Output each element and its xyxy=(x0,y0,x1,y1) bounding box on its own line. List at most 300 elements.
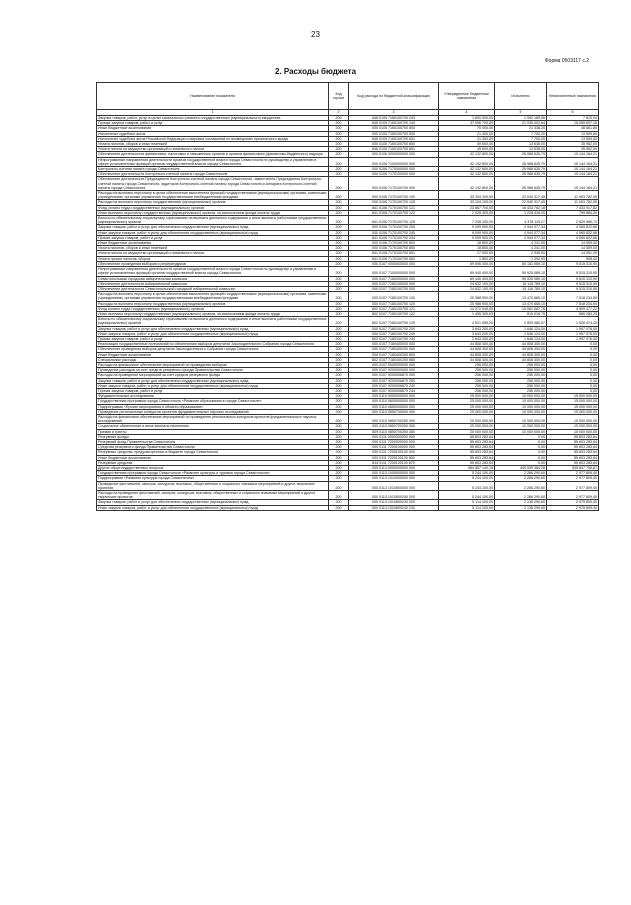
row-executed: 26 988 635,79 xyxy=(495,152,547,157)
row-approved: 9 009 900,00 xyxy=(439,225,495,230)
row-approved: 25 000 000,00 xyxy=(439,399,495,404)
row-unexecuted: 680 283,25 xyxy=(547,311,599,316)
row-approved: 23 867 700,00 xyxy=(439,205,495,210)
row-executed: 15 116 789,10 xyxy=(495,286,547,291)
row-code: 200 xyxy=(329,440,349,445)
row-executed: 7 700,20 xyxy=(495,136,547,141)
row-name: Расходы на финансовое обеспечение мероприятий по проведению региональных конкурсов проектов фундаментальных научных исследований xyxy=(97,414,329,423)
row-name: Расходы на проведение мероприятий за счет средств резервного фонда xyxy=(97,373,329,378)
row-unexecuted: 15 000 000,00 xyxy=(547,394,599,399)
row-kbk: 802 0107 7180100700 122 xyxy=(349,311,439,316)
row-code: 200 xyxy=(329,230,349,235)
row-unexecuted: 35 962,00 xyxy=(547,147,599,152)
row-executed: 4 241,00 xyxy=(495,246,547,251)
row-unexecuted: 2 977 809,40 xyxy=(547,491,599,500)
row-code: 200 xyxy=(329,394,349,399)
row-executed: 2 266 290,60 xyxy=(495,491,547,500)
row-executed: 1 592 189,96 xyxy=(495,116,547,121)
row-unexecuted: 0,00 xyxy=(547,362,599,367)
row-kbk: 000 0106 7170100000 000 xyxy=(349,172,439,177)
row-name: Проведение региональных конкурсов проектов фундаментальных научных исследований xyxy=(97,409,329,414)
row-unexecuted: 2 977 809,40 xyxy=(547,471,599,476)
row-kbk: 000 0113 1010000000 000 xyxy=(349,476,439,481)
row-approved: 42 132 800,00 xyxy=(439,157,495,166)
row-approved: 44 808 300,00 xyxy=(439,357,495,362)
row-name: Взносы по обязательному социальному страхованию на выплаты денежного содержания и иные выплаты работникам государственных (муниципальных) органов xyxy=(97,216,329,225)
row-unexecuted: 55 603 283,64 xyxy=(547,460,599,465)
row-executed: 815 016,75 xyxy=(495,311,547,316)
row-executed: 13 470 665,10 xyxy=(495,301,547,306)
row-approved: 49 600,00 xyxy=(439,147,495,152)
row-executed: 0,00 xyxy=(495,450,547,455)
row-approved: 1 800,00 xyxy=(439,256,495,261)
row-code: 200 xyxy=(329,378,349,383)
row-code: 200 xyxy=(329,126,349,131)
row-executed: 256 000,00 xyxy=(495,383,547,388)
row-approved: 18 800,00 xyxy=(439,246,495,251)
row-unexecuted: 15 144 164,21 xyxy=(547,157,599,166)
row-approved: 42 132 800,00 xyxy=(439,167,495,172)
row-approved: 25 000 000,00 xyxy=(439,409,495,414)
row-kbk: 000 0107 7180000000 000 xyxy=(349,276,439,281)
row-executed: 21 035 002,84 xyxy=(495,121,547,126)
row-approved: 42 132 800,00 xyxy=(439,177,495,191)
row-code: 200 xyxy=(329,362,349,367)
row-kbk: 846 0105 71К0100700 851 xyxy=(349,147,439,152)
row-code: 200 xyxy=(329,409,349,414)
row-name: Прочая закупка товаров, работ и услуг xyxy=(97,336,329,341)
row-name: Реализация государственных полномочий по обеспечению выборов депутатов Законодательного Собрания города Севастополя xyxy=(97,342,329,347)
row-name: Расходы на проведение фестивалей, смотров, конкурсов, выставок, общественных и социально значимых мероприятий и других творческих проектов xyxy=(97,491,329,500)
row-unexecuted: 1 997 076,00 xyxy=(547,331,599,336)
row-name: Обеспечение деятельности Контрольно-счетной палаты города Севастополя xyxy=(97,172,329,177)
header-code: Код строки xyxy=(329,83,349,110)
header-kbk: Код расхода по бюджетной классификации xyxy=(349,83,439,110)
row-code: 200 xyxy=(329,152,349,157)
row-approved: 25 000 000,00 xyxy=(439,394,495,399)
row-executed: 2 138 290,60 xyxy=(495,505,547,510)
row-approved: 69 440 400,00 xyxy=(439,267,495,276)
row-executed: 256 000,00 xyxy=(495,388,547,393)
row-name: Проведение расходов за счет средств резервного фонда Правительства Севастополя xyxy=(97,368,329,373)
row-executed: 4 944 077,34 xyxy=(495,235,547,240)
row-unexecuted: 0,00 xyxy=(547,368,599,373)
row-name: Уплата налога на имущество организаций и земельного налога xyxy=(97,251,329,256)
row-code: 200 xyxy=(329,476,349,481)
row-executed: 26 988 635,79 xyxy=(495,177,547,191)
row-unexecuted: 13 599,80 xyxy=(547,136,599,141)
row-unexecuted: 7 810,04 xyxy=(547,116,599,121)
row-executed: 15 116 789,10 xyxy=(495,281,547,286)
row-approved: 256 000,00 xyxy=(439,378,495,383)
row-unexecuted: 7 518 234,90 xyxy=(547,292,599,301)
row-unexecuted: 9 515 310,90 xyxy=(547,276,599,281)
row-kbk: 000 0105 71К0100700 800 xyxy=(349,126,439,131)
row-unexecuted: 15 000 000,00 xyxy=(547,414,599,423)
row-unexecuted: 55 603 283,64 xyxy=(547,450,599,455)
header-approved: Утвержденные бюджетные назначения xyxy=(439,83,495,110)
header-executed: Исполнено xyxy=(495,83,547,110)
row-code: 200 xyxy=(329,383,349,388)
row-approved: 25 000 000,00 xyxy=(439,404,495,409)
row-code: 200 xyxy=(329,388,349,393)
row-unexecuted: 0,00 xyxy=(547,373,599,378)
row-code: 200 xyxy=(329,460,349,465)
row-name: Фундаментальные исследования xyxy=(97,394,329,399)
row-unexecuted: 0,00 xyxy=(547,383,599,388)
row-executed: 13 638,00 xyxy=(495,147,547,152)
row-name: Непрограммные направления деятельности органов государственной власти города Севастополя по руководству и управлению в сфере установленных функций органов государственной власти города Севастополя xyxy=(97,157,329,166)
row-name: Обеспечение проведения выборов депутатов Законодательного Собрания города Севастополя xyxy=(97,347,329,352)
column-index: 5 xyxy=(495,110,547,116)
row-unexecuted: 55 603 283,64 xyxy=(547,440,599,445)
row-approved: 9 009 900,00 xyxy=(439,230,495,235)
row-executed: 10 000 000,00 xyxy=(495,424,547,429)
row-kbk: 000 0107 7180100700 120 xyxy=(349,301,439,306)
row-kbk: 000 0113 0000000000 000 xyxy=(349,466,439,471)
row-executed: 44 808 300,00 xyxy=(495,357,547,362)
row-name: Фонд оплаты труда государственных (муниципальных) органов xyxy=(97,306,329,311)
row-approved: 33 104 100,00 xyxy=(439,191,495,200)
row-executed: 26 988 635,79 xyxy=(495,167,547,172)
row-approved: 25 000 000,00 xyxy=(439,414,495,423)
row-unexecuted: 535 847 755,87 xyxy=(547,466,599,471)
row-name: Резервные фонды xyxy=(97,434,329,439)
row-code: 200 xyxy=(329,157,349,166)
row-unexecuted: 0,00 xyxy=(547,352,599,357)
row-executed: 4 241,00 xyxy=(495,241,547,246)
row-unexecuted: 15 144 164,21 xyxy=(547,177,599,191)
row-unexecuted: 15 000 000,00 xyxy=(547,404,599,409)
row-executed: 0,00 xyxy=(495,440,547,445)
row-code: 200 xyxy=(329,200,349,205)
row-name: Расходы на финансовое обеспечение мероприятий по проведению выборов xyxy=(97,362,329,367)
page-title: 2. Расходы бюджета xyxy=(274,67,357,76)
row-unexecuted: 4 065 822,66 xyxy=(547,225,599,230)
row-executed: 1 228 416,00 xyxy=(495,210,547,215)
row-code: 200 xyxy=(329,131,349,136)
row-kbk: 000 0110 0800000000 000 xyxy=(349,399,439,404)
row-name: Закупка товаров, работ и услуг для обеспечения государственных (муниципальных) нужд xyxy=(97,326,329,331)
column-index: 4 xyxy=(439,110,495,116)
row-unexecuted: 15 144 164,21 xyxy=(547,172,599,177)
row-code: 200 xyxy=(329,481,349,490)
row-unexecuted: 4 065 822,66 xyxy=(547,235,599,240)
row-approved: 3 643 200,00 xyxy=(439,326,495,331)
row-kbk: 000 0105 71К0100700 830 xyxy=(349,131,439,136)
row-approved: 69 696 400,00 xyxy=(439,261,495,266)
row-code: 200 xyxy=(329,450,349,455)
row-name: Прочая закупка товаров, работ и услуг xyxy=(97,121,329,126)
row-approved: 4 521 555,00 xyxy=(439,317,495,326)
row-executed: 10 000 000,00 xyxy=(495,429,547,434)
row-approved: 7 208 100,00 xyxy=(439,216,495,225)
row-kbk: 809 0110 0850700250 350 xyxy=(349,429,439,434)
row-code: 200 xyxy=(329,246,349,251)
row-approved: 5 114 100,00 xyxy=(439,505,495,510)
row-executed: 10 000 000,00 xyxy=(495,404,547,409)
row-executed: 256 000,00 xyxy=(495,378,547,383)
row-name: Севастопольская городская избирательная комиссия xyxy=(97,276,329,281)
row-approved: 42 132 800,00 xyxy=(439,152,495,157)
row-executed: 59 925 089,10 xyxy=(495,276,547,281)
row-kbk: 000 0107 7180100700 240 xyxy=(349,331,439,336)
row-unexecuted: 1 997 076,00 xyxy=(547,326,599,331)
row-code: 200 xyxy=(329,455,349,460)
row-name: Подпрограмма «Развитие культуры города Севастополя» xyxy=(97,476,329,481)
expenses-table xyxy=(96,82,599,511)
row-code: 200 xyxy=(329,500,349,505)
row-code: 200 xyxy=(329,116,349,121)
table-row xyxy=(97,191,599,200)
row-name: Государственная программа города Севастополя «Развитие культуры и туризма города Севастополя» xyxy=(97,471,329,476)
row-kbk: 841 0106 7170100700 129 xyxy=(349,216,439,225)
row-name: Закупка товаров, работ и услуг для обеспечения государственных (муниципальных) нужд xyxy=(97,500,329,505)
row-approved: 20 988 900,00 xyxy=(439,292,495,301)
row-name: Взносы по обязательному социальному страхованию на выплаты денежного содержания и иные выплаты работникам государственных (муниципальных) органов xyxy=(97,317,329,326)
row-executed: 2 949,00 xyxy=(495,251,547,256)
row-name: Другие общегосударственные вопросы xyxy=(97,466,329,471)
row-code: 200 xyxy=(329,251,349,256)
row-kbk: 000 0107 7100000000 000 xyxy=(349,267,439,276)
row-kbk: 000 0111 7200100100 000 xyxy=(349,450,439,455)
row-kbk: 000 0106 7170100700 100 xyxy=(349,191,439,200)
row-executed: 44 808 300,00 xyxy=(495,352,547,357)
row-code: 200 xyxy=(329,404,349,409)
row-kbk: 000 0106 7170100700 850 xyxy=(349,246,439,251)
row-executed: 21 338,20 xyxy=(495,126,547,131)
row-kbk: 000 0107 7180100700 100 xyxy=(349,292,439,301)
row-kbk: 000 0106 7170100700 120 xyxy=(349,200,439,205)
row-kbk: 000 0113 1010800000 000 xyxy=(349,481,439,490)
row-approved: 24 632 100,00 xyxy=(439,286,495,291)
row-kbk: 000 0106 7170100700 000 xyxy=(349,177,439,191)
row-code: 200 xyxy=(329,147,349,152)
row-code: 200 xyxy=(329,276,349,281)
row-unexecuted: 9 515 310,90 xyxy=(547,286,599,291)
row-executed: 0,00 xyxy=(495,455,547,460)
row-approved: 14 972 045,00 xyxy=(439,306,495,311)
table-body xyxy=(97,116,599,511)
row-unexecuted: 11 063 782,55 xyxy=(547,200,599,205)
table-row xyxy=(97,481,599,490)
row-code: 200 xyxy=(329,267,349,276)
row-kbk: 000 0107 7180400200 800 xyxy=(349,352,439,357)
row-name: Прочая закупка товаров, работ и услуг xyxy=(97,388,329,393)
row-approved: 5 244 100,00 xyxy=(439,476,495,481)
row-unexecuted: 55 603 283,64 xyxy=(547,445,599,450)
row-approved: 21 300,00 xyxy=(439,131,495,136)
row-unexecuted: 7 433 917,82 xyxy=(547,205,599,210)
row-approved: 5 114 100,00 xyxy=(439,500,495,505)
row-name: Социальное обеспечение и иные выплаты населению xyxy=(97,424,329,429)
row-code: 200 xyxy=(329,136,349,141)
row-code: 200 xyxy=(329,352,349,357)
page-number: 23 xyxy=(311,30,320,39)
row-name: Расходы на выплаты персоналу в целях обеспечения выполнения функций государственными (муниципальными) органами, казенными учреждениями, органами управления государственными внебюджетными фондами xyxy=(97,191,329,200)
row-kbk: 802 0107 7180100700 129 xyxy=(349,317,439,326)
row-name: Иные закупки товаров, работ и услуг для обеспечения государственных (муниципальных) нужд xyxy=(97,230,329,235)
row-kbk: 000 0111 7200100100 800 xyxy=(349,455,439,460)
row-code: 200 xyxy=(329,368,349,373)
row-code: 200 xyxy=(329,191,349,200)
row-approved: 55 603 283,64 xyxy=(439,460,495,465)
row-kbk: 000 0107 7180100000 000 xyxy=(349,281,439,286)
table-row xyxy=(97,505,599,510)
row-approved: 256 000,00 xyxy=(439,388,495,393)
row-unexecuted: 7 518 234,90 xyxy=(547,301,599,306)
table-row xyxy=(97,157,599,166)
row-code: 200 xyxy=(329,216,349,225)
row-name: Обеспечение проведения выборов и референдумов xyxy=(97,261,329,266)
row-approved: 25 000 000,00 xyxy=(439,429,495,434)
row-executed: 10 062 567,78 xyxy=(495,306,547,311)
row-kbk: 000 0106 7170100700 240 xyxy=(349,230,439,235)
row-name: Исполнение судебных актов xyxy=(97,131,329,136)
row-code: 200 xyxy=(329,471,349,476)
row-code: 200 xyxy=(329,121,349,126)
row-code: 200 xyxy=(329,331,349,336)
row-unexecuted: 4 065 822,66 xyxy=(547,230,599,235)
row-kbk: 000 0113 1010800240 200 xyxy=(349,500,439,505)
row-name: Резервные средства xyxy=(97,460,329,465)
column-index: 2 xyxy=(329,110,349,116)
row-code: 200 xyxy=(329,466,349,471)
row-kbk: 000 0110 0850700250 300 xyxy=(349,424,439,429)
row-executed: 0,00 xyxy=(495,445,547,450)
row-name: Средства резервного фонда Правительства Севастополя xyxy=(97,445,329,450)
row-name: Иные бюджетные ассигнования xyxy=(97,126,329,131)
row-unexecuted: 14 051,00 xyxy=(547,251,599,256)
row-kbk: 000 0111 7200000000 000 xyxy=(349,440,439,445)
row-code: 200 xyxy=(329,292,349,301)
row-kbk: 000 0107 9200006870 200 xyxy=(349,378,439,383)
row-unexecuted: 55 603 283,64 xyxy=(547,434,599,439)
row-name: Иные закупки товаров, работ и услуг для обеспечения государственных (муниципальных) нужд xyxy=(97,505,329,510)
row-approved: 44 808 300,00 xyxy=(439,352,495,357)
row-executed: 2 593 080,57 xyxy=(495,317,547,326)
row-kbk: 000 0107 7180100700 000 xyxy=(349,286,439,291)
row-kbk: 000 0106 7170100700 800 xyxy=(349,241,439,246)
row-code: 200 xyxy=(329,326,349,331)
row-kbk: 000 0113 1000000000 000 xyxy=(349,471,439,476)
row-executed: 13 638,00 xyxy=(495,142,547,147)
row-unexecuted: 48 661,80 xyxy=(547,126,599,131)
row-kbk: 802 0107 7180400200 880 xyxy=(349,357,439,362)
row-executed: 44 808 300,00 xyxy=(495,347,547,352)
row-approved: 984 857 140,15 xyxy=(439,466,495,471)
row-executed: 7 700,20 xyxy=(495,131,547,136)
row-executed: 256 000,00 xyxy=(495,373,547,378)
row-name: Непрограммные направления деятельности органов государственной власти города Севастополя по руководству и управлению в сфере установленных функций органов государственной власти города Севастополя xyxy=(97,267,329,276)
row-unexecuted: 15 000 000,00 xyxy=(547,399,599,404)
row-executed: 449 009 384,28 xyxy=(495,466,547,471)
row-name: Уплата налогов, сборов и иных платежей xyxy=(97,246,329,251)
row-kbk: 000 0107 7180400200 000 xyxy=(349,347,439,352)
row-unexecuted: 15 144 164,21 xyxy=(547,167,599,172)
row-code: 200 xyxy=(329,373,349,378)
row-executed: 10 000 000,00 xyxy=(495,414,547,423)
row-unexecuted: 15 000 000,00 xyxy=(547,424,599,429)
form-label: Форма 0503117 с.2 xyxy=(544,58,589,64)
row-executed: 59 925 089,10 xyxy=(495,267,547,276)
row-name: Обеспечение деятельности финансовых, налоговых и таможенных органов и органов финансового (финансово-бюджетного) надзора xyxy=(97,152,329,157)
row-approved: 44 808 300,00 xyxy=(439,347,495,352)
row-kbk: 000 0110 0850700000 000 xyxy=(349,409,439,414)
row-code: 200 xyxy=(329,177,349,191)
row-unexecuted: 9 515 310,90 xyxy=(547,261,599,266)
row-code: 200 xyxy=(329,434,349,439)
row-approved: 256 000,00 xyxy=(439,373,495,378)
row-unexecuted: 15 000 000,00 xyxy=(547,409,599,414)
row-executed: 0,00 xyxy=(495,434,547,439)
row-approved: 55 603 283,64 xyxy=(439,440,495,445)
row-approved: 42 132 800,00 xyxy=(439,172,495,177)
row-code: 200 xyxy=(329,399,349,404)
row-code: 200 xyxy=(329,311,349,316)
row-kbk: 000 0107 7180100700 200 xyxy=(349,326,439,331)
row-code: 200 xyxy=(329,306,349,311)
row-executed: 1 292,00 xyxy=(495,256,547,261)
row-kbk: 000 0106 7170000000 000 xyxy=(349,167,439,172)
row-executed: 26 988 635,79 xyxy=(495,157,547,166)
row-approved: 1 600 000,00 xyxy=(439,116,495,121)
row-code: 200 xyxy=(329,142,349,147)
row-kbk: 000 0107 0000000000 000 xyxy=(349,261,439,266)
row-approved: 21 300,00 xyxy=(439,136,495,141)
row-name: Иные бюджетные ассигнования xyxy=(97,455,329,460)
row-unexecuted: 0,00 xyxy=(547,388,599,393)
row-kbk: 000 0106 0000000000 000 xyxy=(349,152,439,157)
row-name: Обеспечение деятельности избирательной комиссии xyxy=(97,281,329,286)
row-executed: 4 944 077,34 xyxy=(495,230,547,235)
row-kbk: 000 0107 9200000000 000 xyxy=(349,368,439,373)
row-executed: 10 000 000,00 xyxy=(495,394,547,399)
row-code: 200 xyxy=(329,210,349,215)
row-executed: 13 470 665,10 xyxy=(495,292,547,301)
row-name: Обеспечение деятельности Председателя Контрольно-счетной палаты города Севастополя, заместителя Председателя Контрольно-счетной палаты города Севастополя, аудиторов Контрольно-счетной палаты города Севастополя и Аппарата Контрольно-счетной палаты города Севастополя xyxy=(97,177,329,191)
row-name: Фонд оплаты труда государственных (муниципальных) органов xyxy=(97,205,329,210)
row-approved: 3 643 200,00 xyxy=(439,336,495,341)
row-code: 200 xyxy=(329,241,349,246)
row-code: 200 xyxy=(329,336,349,341)
row-name: Исполнение судебных актов Российской Федерации и мировых соглашений по возмещению причиненного вреда xyxy=(97,136,329,141)
row-unexecuted: 1 997 076,00 xyxy=(547,336,599,341)
row-name: Подпрограмма «Прочие мероприятия в области образования» xyxy=(97,404,329,409)
row-name: Закупка товаров, работ, услуг в целях капитального ремонта государственного (муниципального) имущества xyxy=(97,116,329,121)
row-executed: 2 266 290,60 xyxy=(495,471,547,476)
row-executed: 10 000 000,00 xyxy=(495,409,547,414)
row-approved: 55 603 283,64 xyxy=(439,450,495,455)
row-name: Иные бюджетные ассигнования xyxy=(97,241,329,246)
row-approved: 9 009 900,00 xyxy=(439,235,495,240)
row-name: Обеспечение деятельности Севастопольской городской избирательной комиссии xyxy=(97,286,329,291)
row-code: 200 xyxy=(329,225,349,230)
row-name: Контрольно-счетная палата города Севастополя xyxy=(97,167,329,172)
row-executed: 26 988 635,79 xyxy=(495,172,547,177)
row-kbk: 000 0110 0850700250 000 xyxy=(349,414,439,423)
row-approved: 55 603 283,64 xyxy=(439,455,495,460)
row-code: 200 xyxy=(329,281,349,286)
row-executed: 2 266 290,60 xyxy=(495,481,547,490)
row-unexecuted: 0,00 xyxy=(547,347,599,352)
row-code: 200 xyxy=(329,445,349,450)
row-code: 200 xyxy=(329,505,349,510)
row-kbk: 841 0106 7170100700 851 xyxy=(349,251,439,256)
row-code: 200 xyxy=(329,301,349,306)
row-executed: 16 433 782,18 xyxy=(495,205,547,210)
row-approved: 55 603 283,64 xyxy=(439,434,495,439)
